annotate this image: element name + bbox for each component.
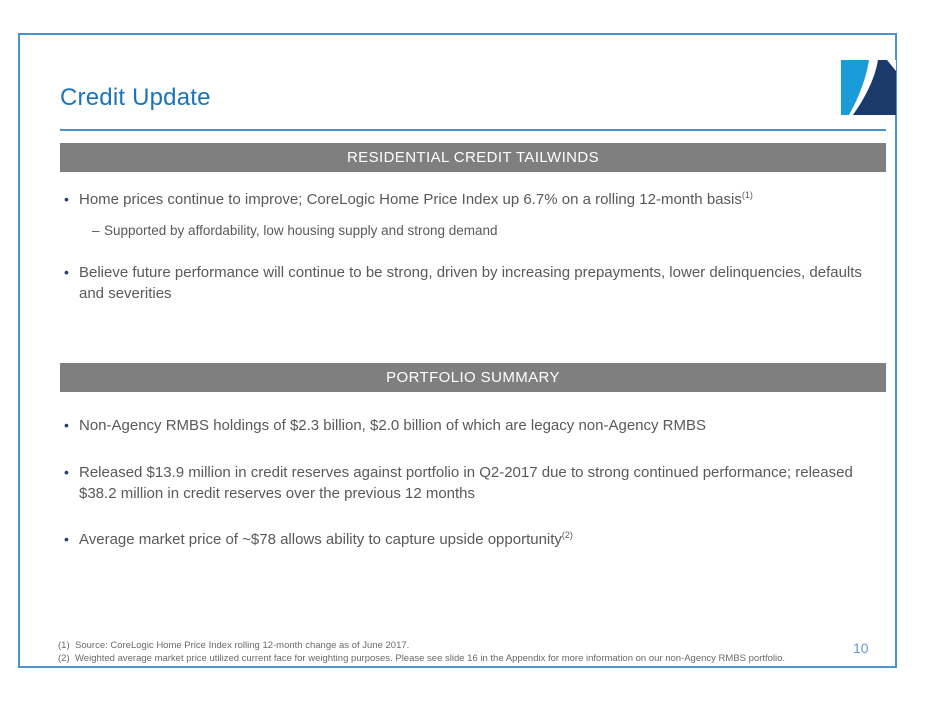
bullet-home-prices (60, 189, 865, 210)
bullet-average-market-price (60, 529, 865, 550)
title-divider (60, 129, 886, 131)
page-number: 10 (853, 640, 869, 656)
page-title: Credit Update (60, 84, 211, 111)
two-harbors-logo-icon (841, 60, 896, 115)
section-banner-residential-credit-tailwinds: RESIDENTIAL CREDIT TAILWINDS (60, 143, 886, 172)
footnote-ref-1: (1) (741, 190, 753, 200)
section-bullets-portfolio (60, 415, 865, 550)
footnote-text: Source: CoreLogic Home Price Index rolling 12-month change as of June 2017. (75, 640, 410, 651)
sub-bullet-text: Supported by affordability, low housing supply and strong demand (104, 223, 498, 238)
bullet-rmbs-holdings (60, 415, 865, 436)
footnote-ref-2: (2) (561, 530, 573, 540)
bullet-dot-icon: • (64, 191, 69, 207)
bullet-text-body: Average market price of ~$78 allows ability to capture upside opportunity (79, 531, 562, 548)
bullet-text: Released $13.9 million in credit reserves against portfolio in Q2-2017 due to strong continued performance; released $38.2 million in credit reserves over the previous 12 months (79, 464, 853, 502)
footnote-text: Weighted average market price utilized current face for weighting purposes. Please see slide 16 in the Appendix for more information on our non-Agency RMBS portfolio. (75, 653, 786, 664)
section-banner-portfolio-summary: PORTFOLIO SUMMARY (60, 363, 886, 392)
sub-bullet-supported-by (60, 221, 865, 240)
sub-bullet-dash-icon: – (92, 223, 100, 238)
footnote-number: (1) (58, 640, 70, 651)
footnote-2 (58, 652, 828, 665)
footnote-number: (2) (58, 653, 70, 664)
bullet-text (79, 189, 865, 210)
bullet-dot-icon: • (64, 464, 69, 480)
bullet-dot-icon: • (64, 531, 69, 547)
bullet-text: Non-Agency RMBS holdings of $2.3 billion, $2.0 billion of which are legacy non-Agency RMBS (79, 417, 707, 434)
section-bullets-residential (60, 189, 865, 304)
bullet-future-performance (60, 262, 865, 304)
footnote-1 (58, 639, 828, 652)
bullet-dot-icon: • (64, 417, 69, 433)
bullet-text (79, 529, 865, 550)
bullet-text-body: Home prices continue to improve; CoreLogic Home Price Index up 6.7% on a rolling 12-month basis (79, 191, 742, 208)
bullet-text: Believe future performance will continue to be strong, driven by increasing prepayments, lower delinquencies, defaults and severities (79, 264, 862, 302)
footnotes (58, 639, 828, 665)
bullet-dot-icon: • (64, 264, 69, 280)
bullet-credit-reserves (60, 462, 865, 504)
